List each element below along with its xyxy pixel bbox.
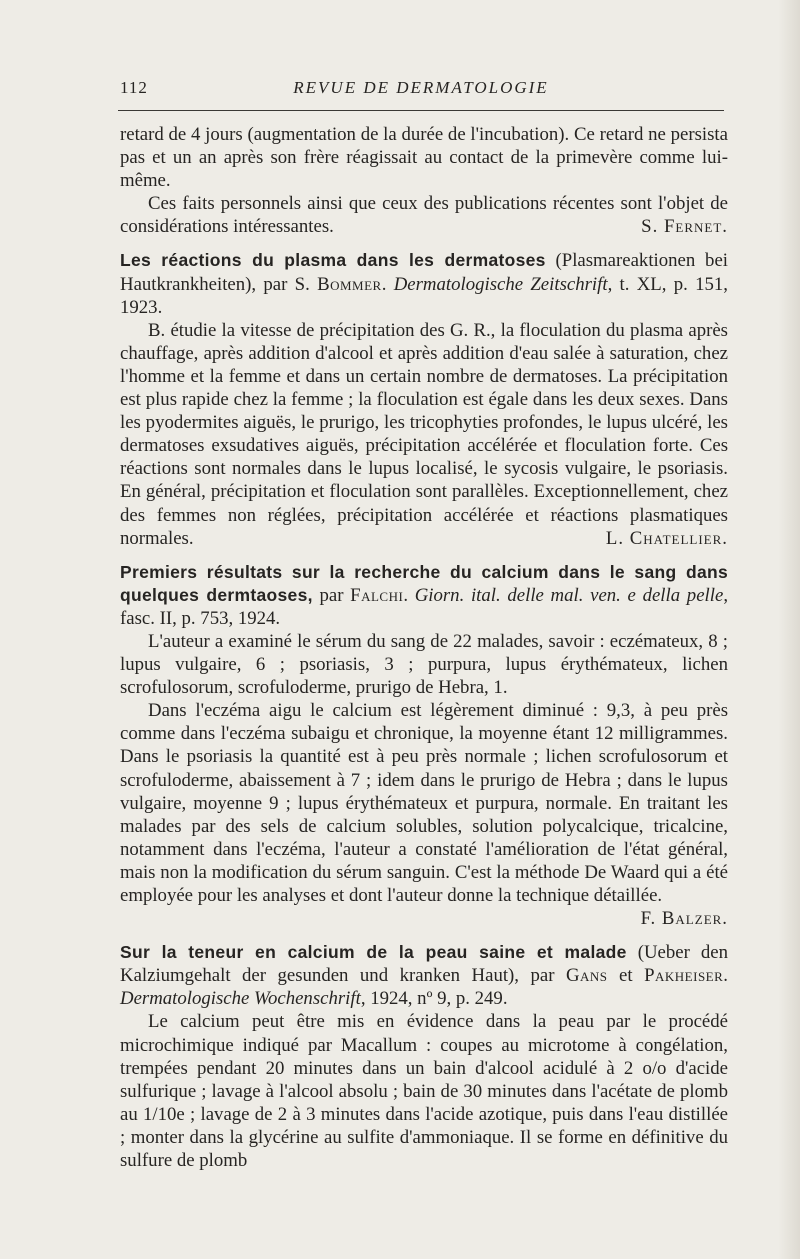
header-rule <box>118 110 724 111</box>
previous-review-text: Ces faits personnels ainsi que ceux des publications récentes sont l'objet de considérations intéressantes. <box>120 193 728 238</box>
review-body-continued <box>120 699 728 930</box>
review-citation: , fasc. II, p. 753, 1924. <box>120 584 729 629</box>
page-edge-shadow <box>778 0 800 1259</box>
review-author-trail: . <box>723 965 728 987</box>
review-heading <box>120 249 728 318</box>
page-number: 112 <box>120 78 148 97</box>
review-entry-calcium-skin <box>120 941 728 1172</box>
review-author-trail: . <box>381 273 394 295</box>
previous-review-paragraph: retard de 4 jours (augmentation de la durée de l'incubation). Ce retard ne persista pas et un an après son frère réagissait au contact de la primevère comme lui-même. <box>120 124 728 192</box>
reviewer-signature: F. Balzer. <box>640 908 728 930</box>
review-heading <box>120 941 728 1010</box>
reviewer-signature: S. Fernet. <box>641 216 728 238</box>
review-body: L'auteur a examiné le sérum du sang de 22 malades, savoir : eczémateux, 8 ; lupus vulgaire, 6 ; psoriasis, 3 ; purpura, lupus érythémateux, lichen scrofulosorum, scrofuloderme, prurigo de Hebra, 1. <box>120 630 728 699</box>
review-original-title: (Plasmareaktionen bei Hautkrankheiten), par S. <box>120 250 728 295</box>
previous-review <box>120 123 728 238</box>
journal-title: REVUE DE DERMATOLOGIE <box>293 78 549 97</box>
page-body <box>120 123 728 1172</box>
review-journal: Dermatologische Wochenschrift <box>120 988 361 1010</box>
review-author-joiner: et <box>607 965 645 987</box>
review-author: Falchi <box>350 584 404 606</box>
review-citation: , t. XL, p. 151, 1923. <box>120 273 728 318</box>
review-body: Le calcium peut être mis en évidence dans la peau par le procédé microchimique indiqué par Macallum : coupes au microtome à congélation, trempées pendant 20 minutes dans un bain d'alcool acidulé à 2 o/o d'acide sulfurique ; lavage à l'alcool absolu ; bain de 30 minutes dans l'acétate de plomb au 1/10e ; lavage de 2 à 3 minutes dans l'acide azotique, puis dans l'eau distillée ; monter dans la glycérine au sulfite d'ammoniaque. Il se forme en définitive du sulfure de plomb <box>120 1011 728 1172</box>
review-author-trail: . <box>403 584 415 606</box>
review-title: Premiers résultats sur la recherche du calcium dans le sang dans quelques dermtaoses, <box>120 561 728 605</box>
running-head <box>118 78 724 102</box>
review-citation: , 1924, nº 9, p. 249. <box>360 988 508 1010</box>
review-author-second: Pakheiser <box>644 965 724 987</box>
review-title: Les réactions du plasma dans les dermatoses <box>120 250 546 271</box>
review-body-text: Dans l'eczéma aigu le calcium est légèrement diminué : 9,3, à peu près comme dans l'eczéma subaigu et chronique, la moyenne étant 12 milligrammes. Dans le psoriasis la quantité est à peu près normale ; lichen scrofulosorum et scrofuloderme, abaissement à 7 ; idem dans le prurigo de Hebra ; dans le lupus vulgaire, moyenne 9 ; lupus érythémateux et purpura, normale. En traitant les malades par des sels de calcium solubles, solution polycalcique, tricalcine, notamment dans l'eczéma, l'auteur a constaté l'amélioration de l'état général, mais non la modification du sérum sanguin. C'est la méthode De Waard qui a été employée pour les analyses et dont l'auteur donne la technique détaillée. <box>120 700 728 906</box>
previous-review-conclusion <box>120 192 728 238</box>
reviewer-signature: L. Chatellier. <box>605 527 728 549</box>
review-author: Bommer <box>317 273 382 295</box>
review-entry-calcium-blood <box>120 561 728 931</box>
review-heading <box>120 561 728 630</box>
review-original-title: (Ueber den Kalziumgehalt der gesunden und kranken Haut), par <box>120 942 728 987</box>
review-journal: Giorn. ital. delle mal. ven. e della pelle <box>414 584 724 606</box>
review-author-prefix: par <box>312 584 351 606</box>
review-title: Sur la teneur en calcium de la peau saine et malade <box>120 942 627 963</box>
review-author: Gans <box>565 965 608 987</box>
review-body-text: B. étudie la vitesse de précipitation des G. R., la floculation du plasma après chauffage, après addition d'alcool et après addition d'eau salée à saturation, chez l'homme et la femme et dans un certain nombre de dermatoses. La précipitation est plus rapide chez la femme ; la floculation est égale dans les deux sexes. Dans les pyodermites aiguës, le prurigo, les tricophyties profondes, le lupus ulcéré, les dermatoses exsudatives aiguës, précipitation accélérée et floculation forte. Ces réactions sont normales dans le lupus localisé, le sycosis vulgaire, le psoriasis. En général, précipitation et floculation sont parallèles. Exceptionnellement, chez des femmes non réglées, précipitation accélérée et réactions plasmatiques normales. <box>120 319 728 549</box>
review-body <box>120 319 728 550</box>
review-entry-plasma <box>120 249 728 549</box>
review-journal: Dermatologische Zeitschrift <box>393 273 608 295</box>
